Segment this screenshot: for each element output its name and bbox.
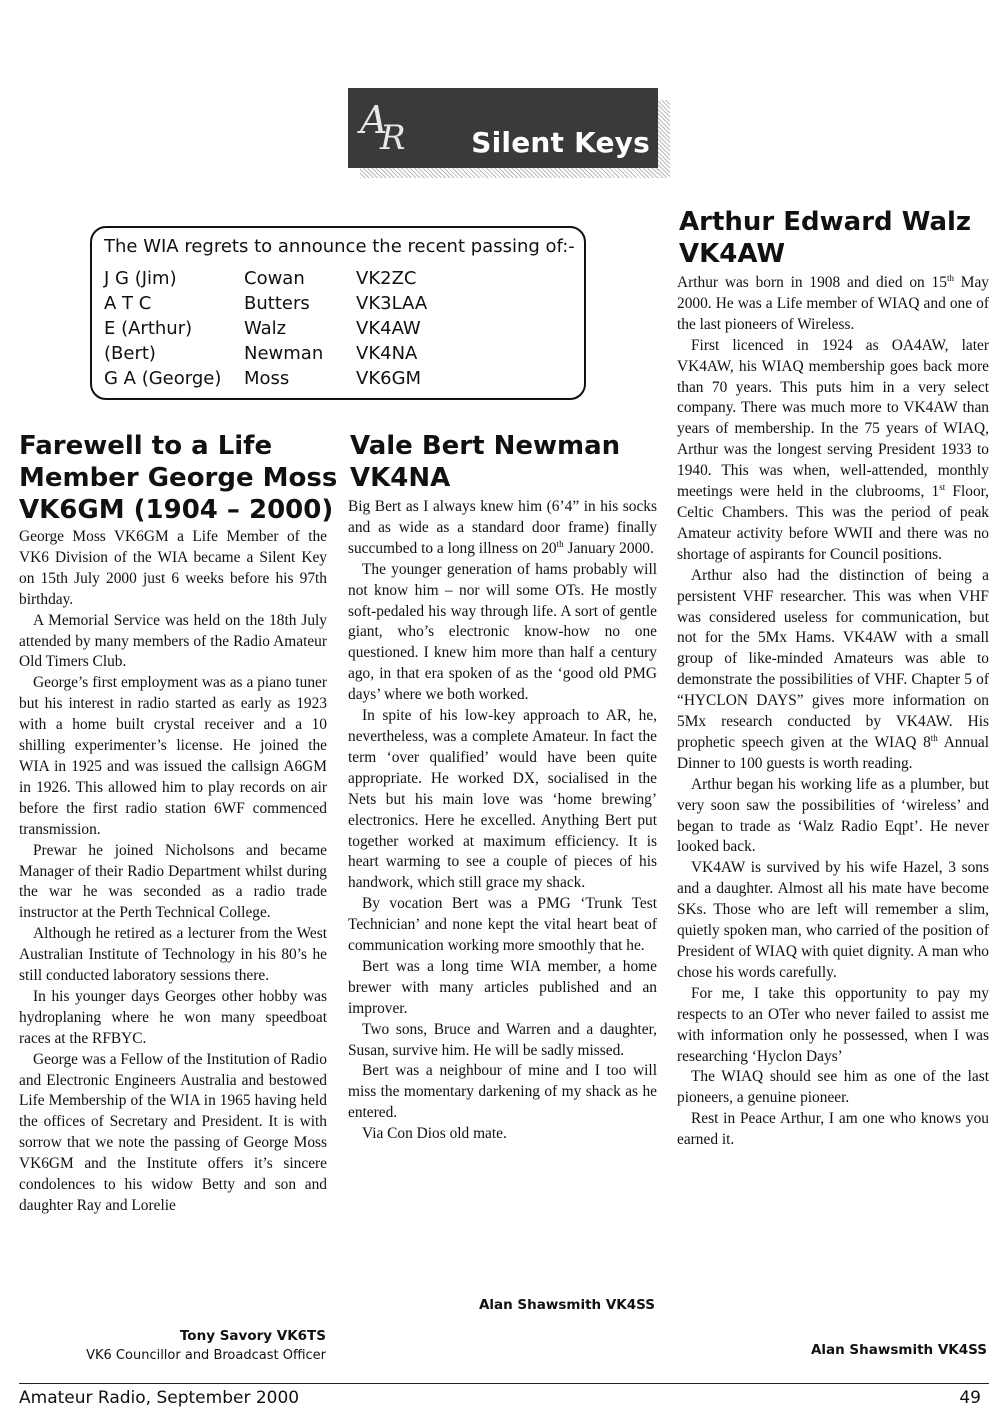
notice-callsign: VK4NA: [356, 343, 418, 364]
paragraph: Although he retired as a lecturer from the West Australian Institute of Technology in his 80’s he still conducted laboratory sessions there.: [19, 925, 327, 985]
article-title-moss: [19, 430, 337, 526]
ar-logo-icon: [356, 98, 412, 160]
article-body-walz: [677, 273, 989, 1151]
paragraph: Bert was a long time WIA member, a home brewer with many articles published and an improver.: [348, 957, 657, 1017]
title-line: Member George Moss: [19, 463, 338, 493]
article-body-moss: [19, 527, 327, 1217]
notice-callsign: VK4AW: [356, 318, 421, 339]
author-role: VK6 Councillor and Broadcast Officer: [86, 1348, 326, 1363]
paragraph: Via Con Dios old mate.: [362, 1125, 507, 1143]
paragraph: Bert was a neighbour of mine and I too will miss the momentary darkening of my shack as he entered.: [348, 1062, 657, 1122]
author-signature: Alan Shawsmith VK4SS: [478, 1297, 655, 1313]
notice-row: [92, 293, 584, 318]
title-line: Farewell to a Life: [19, 431, 273, 461]
logo-letter-r: R: [380, 118, 406, 158]
notice-row: [92, 368, 584, 393]
notice-given-names: E (Arthur): [104, 318, 193, 339]
paragraph: Prewar he joined Nicholsons and became Manager of their Radio Department whilst during the war he was seconded as a radio trade instructor at the Perth Technical College.: [19, 841, 327, 922]
notice-callsign: VK6GM: [356, 368, 422, 389]
notice-heading: The WIA regrets to announce the recent passing of:-: [104, 236, 575, 257]
notice-callsign: VK3LAA: [356, 293, 428, 314]
section-title: Silent Keys: [471, 126, 650, 159]
author-signature: Alan Shawsmith VK4SS: [810, 1342, 987, 1358]
title-line: VK6GM (1904 – 2000): [19, 495, 334, 525]
paragraph: In his younger days Georges other hobby was hydroplaning where he won many speedboat races at the RFBYC.: [19, 987, 327, 1047]
paragraph: Rest in Peace Arthur, I am one who knows you earned it.: [677, 1110, 989, 1149]
logo-letter-a: A: [360, 98, 388, 142]
publication-footer: Amateur Radio, September 2000: [19, 1388, 300, 1408]
notice-given-names: G A (George): [104, 368, 222, 389]
notice-row: [92, 343, 584, 368]
paragraph: Two sons, Bruce and Warren and a daughter, Susan, survive him. He will be sadly missed.: [348, 1020, 657, 1059]
notice-surname: Moss: [244, 368, 290, 389]
title-line: VK4NA: [350, 463, 451, 493]
notice-row: [92, 318, 584, 343]
notice-given-names: J G (Jim): [104, 268, 177, 289]
notice-callsign: VK2ZC: [356, 268, 417, 289]
notice-row: [92, 268, 584, 293]
footer-divider: [19, 1383, 989, 1384]
paragraph: By vocation Bert was a PMG ‘Trunk Test Technician’ and none kept the vital heart beat of communication working more smoothly that he.: [348, 895, 657, 955]
paragraph: Arthur began his working life as a plumber, but very soon saw the possibilities of ‘wireless’ and began to trade as ‘Walz Radio Eqpt’. He never looked back.: [677, 775, 989, 856]
banner-shadow-side: [658, 100, 670, 178]
notice-given-names: (Bert): [104, 343, 156, 364]
notice-surname: Butters: [244, 293, 310, 314]
notice-surname: Newman: [244, 343, 324, 364]
title-line: Arthur Edward Walz: [679, 207, 972, 237]
author-signature: Tony Savory VK6TS: [179, 1328, 326, 1344]
banner-shadow: [360, 168, 670, 178]
title-line: VK4AW: [679, 239, 785, 269]
article-title-newman: [350, 430, 620, 494]
paragraph: The younger generation of hams probably will not know him – nor will some OTs. He mostly soft-pedaled his way through life. A sort of gentle giant, who’s electronic know-how no one questioned. I knew him more than half a century ago, in that era spoken of as the ‘good old PMG days’ where we both worked.: [348, 560, 657, 704]
paragraph: George was a Fellow of the Institution of Radio and Electronic Engineers Australia and bestowed Life Membership of the WIA in 1965 having held the offices of Secretary and President. It is with sorrow that we note the passing of George Moss VK6GM and the Institute offers it’s sincere condolences to his widow Betty and son and daughter Ray and Lorelie: [19, 1050, 327, 1214]
paragraph: Arthur was born in 1908 and died on 15th May 2000. He was a Life member of WIAQ and one of the last pioneers of Wireless.: [677, 273, 989, 333]
title-line: Vale Bert Newman: [350, 431, 621, 461]
paragraph: VK4AW is survived by his wife Hazel, 3 sons and a daughter. Almost all his mate have become SKs. Those who are left will remember a slim, quietly spoken man, who carried of the position of President of WIAQ with quiet dignity. A man who chose his words carefully.: [677, 859, 989, 981]
paragraph: For me, I take this opportunity to pay my respects to an OTer who never failed to assist me with information only he possessed, when I was researching ‘Hyclon Days’: [677, 984, 989, 1065]
notice-surname: Walz: [244, 318, 287, 339]
notice-given-names: A T C: [104, 293, 152, 314]
paragraph: In spite of his low-key approach to AR, he, nevertheless, was a complete Amateur. In fact the term ‘over qualified’ would have been quite appropriate. He worked DX, socialised in the Nets but his main love was ‘home brewing’ electronics. Here he excelled. Anything Bert put together worked at maximum efficiency. It is heart warming to see a couple of pieces of his handwork, which still grace my shack.: [348, 707, 657, 892]
article-title-walz: [679, 206, 971, 270]
paragraph: First licenced in 1924 as OA4AW, later VK4AW, his WIAQ membership goes back more than 70 years. This puts him in a very select company. There was much more to VK4AW than years of membership. In the 75 years of WIAQ, Arthur was the longest serving President 1933 to 1940. This was when, well-attended, monthly meetings were held in the clubrooms, 1st Floor, Celtic Chambers. This was the period of peak Amateur activity before WWII and there was no shortage of aspirants for Council positions.: [677, 336, 989, 563]
paragraph: The WIAQ should see him as one of the last pioneers, a genuine pioneer.: [677, 1068, 989, 1107]
paragraph: Arthur also had the distinction of being a persistent VHF researcher. This was when VHF was considered useless for communication, but not for the 5Mx Hams. VK4AW with a small group of like-minded Amateurs was able to demonstrate the possibilities of VHF. Chapter 5 of “HYCLON DAYS” gives more information on 5Mx research conducted by VK4AW. His prophetic speech given at the WIAQ 8th Annual Dinner to 100 guests is worth reading.: [677, 566, 990, 772]
paragraph: George’s first employment was as a piano tuner but his interest in radio started as early as 1923 with a home built crystal receiver and a 10 shilling experimenter’s license. He joined the WIA in 1925 and was issued the callsign A6GM in 1926. This allowed him to play records on air before the first radio station 6WF commenced transmission.: [19, 674, 327, 838]
paragraph: A Memorial Service was held on the 18th July attended by many members of the Radio Amateur Old Timers Club.: [19, 611, 327, 671]
notice-surname: Cowan: [244, 268, 305, 289]
section-banner: [348, 88, 658, 168]
paragraph: Big Bert as I always knew him (6’4” in his socks and as wide as a standard door frame) finally succumbed to a long illness on 20th January 2000.: [348, 498, 657, 557]
page-number: 49: [959, 1388, 981, 1408]
article-body-newman: [348, 497, 657, 1145]
passing-notice-box: [90, 226, 586, 400]
paragraph: George Moss VK6GM a Life Member of the VK6 Division of the WIA became a Silent Key on 15th July 2000 just 6 weeks before his 97th birthday.: [19, 528, 327, 608]
